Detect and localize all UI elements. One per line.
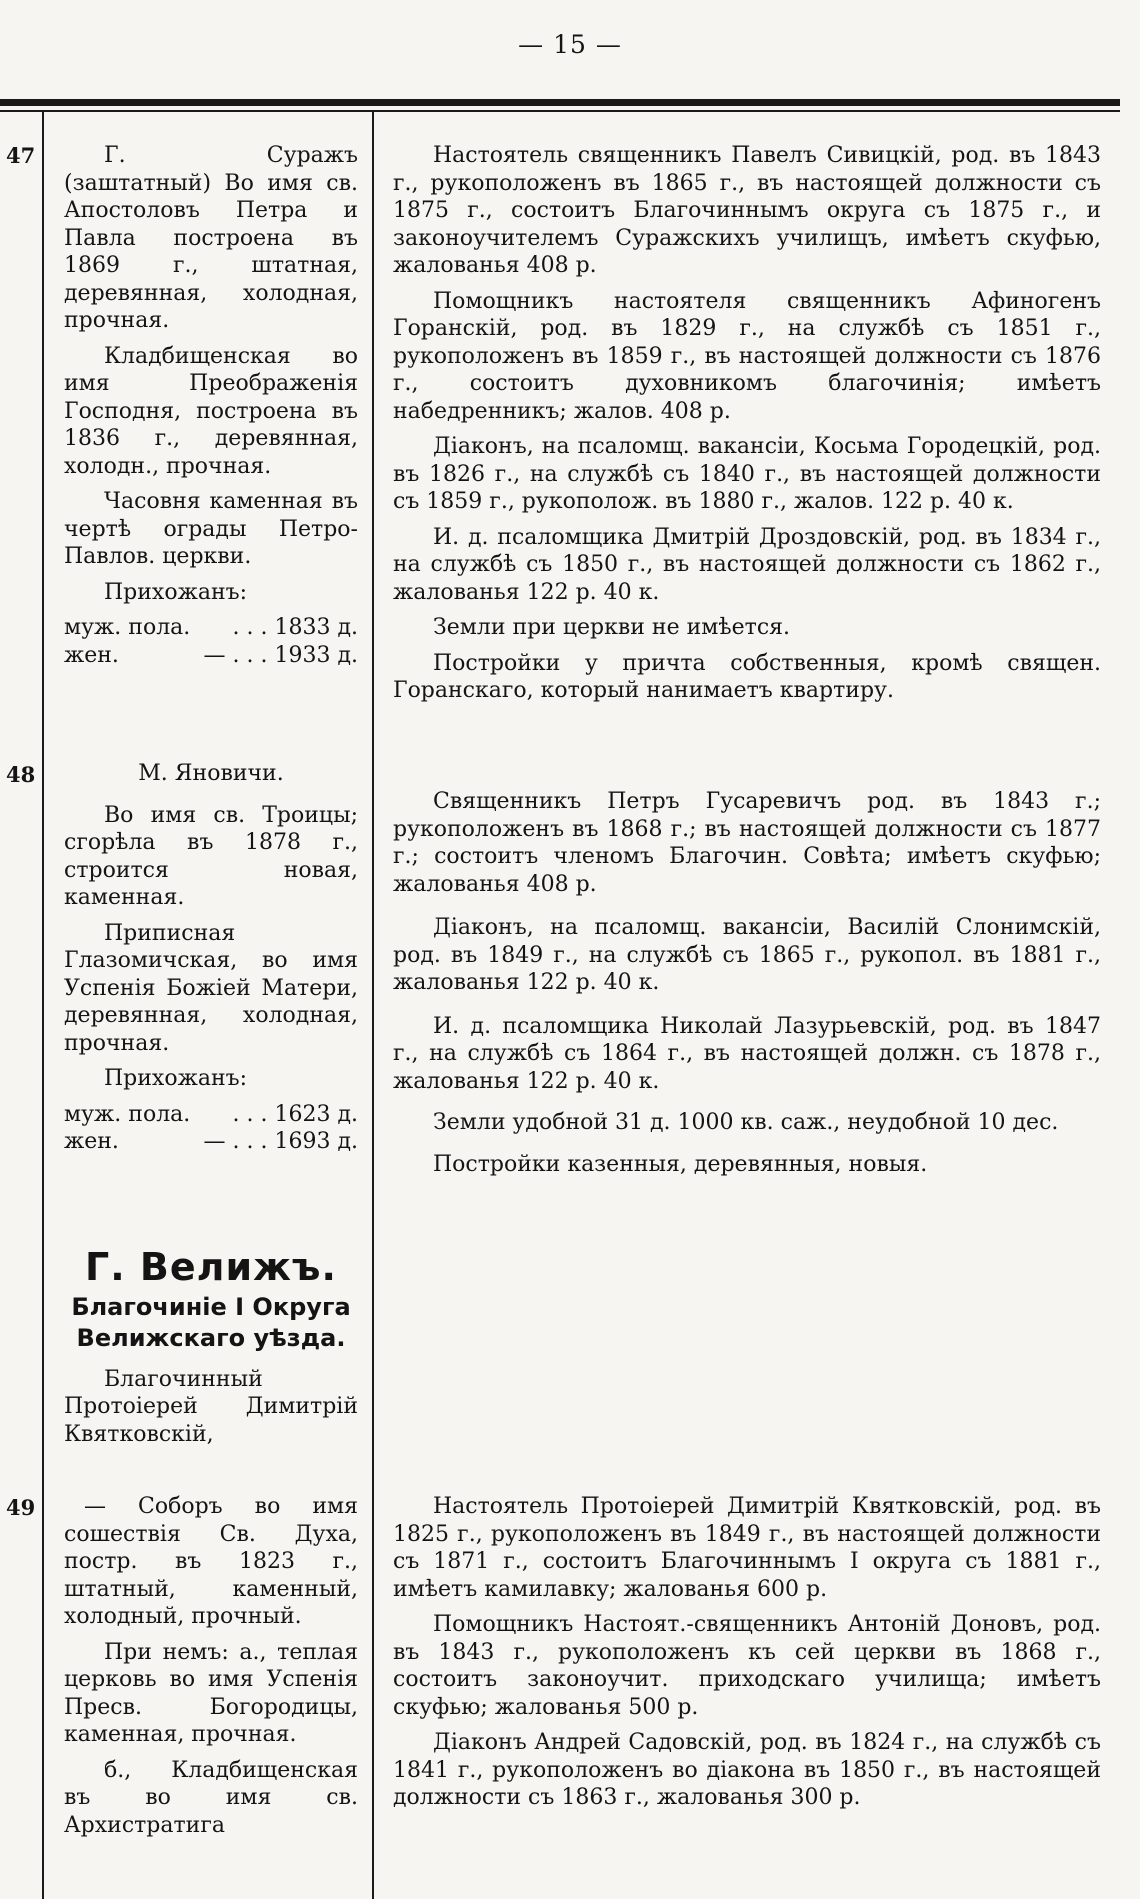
parish-row-female — [64, 1128, 358, 1156]
page-number: — 15 — — [518, 30, 622, 59]
parish-value: . . . 1833 д. — [232, 615, 358, 640]
church-text: Кладбищенская во имя Преображенія Господня, построена въ 1836 г., деревянная, холодн., прочная. — [64, 343, 358, 479]
clergy-text: Настоятель священникъ Павелъ Сивицкій, род. въ 1843 г., рукоположенъ въ 1865 г., въ настоящей должности съ 1875 г., состоитъ Благочиннымъ округа съ 1875 г., и законоучителемъ Суражскихъ училищъ, имѣетъ скуфью, жалованья 408 р. — [393, 143, 1101, 278]
deanery-title-line2: Велижскаго уѣзда. — [76, 1323, 346, 1352]
city-title: Г. Велижъ. — [85, 1245, 337, 1289]
section-heading-velizh — [64, 1245, 358, 1448]
entry-49-clergy — [393, 1493, 1101, 1812]
entry-47-clergy — [393, 142, 1101, 705]
parishioners-heading: Прихожанъ: — [104, 579, 248, 605]
parish-row-male — [64, 614, 358, 642]
clergy-text: Помощникъ настоятеля священникъ Афиногенъ Горанскій, род. въ 1829 г., на службѣ съ 1851 г., рукоположенъ въ 1859 г., въ настоящей должности съ 1876 г., состоитъ духовникомъ благочинія; имѣетъ набедренникъ; жалов. 408 р. — [393, 288, 1101, 424]
parish-value: . . . 1623 д. — [232, 1101, 358, 1127]
clergy-text: Священникъ Петръ Гусаревичъ род. въ 1843 г.; рукоположенъ въ 1868 г.; въ настоящей должности съ 1877 г.; состоитъ членомъ Благочин. Совѣта; имѣетъ скуфью; жалованья 408 р. — [393, 789, 1101, 897]
entry-49-church-description — [64, 1493, 358, 1839]
church-title: М. Яновичи. — [138, 761, 284, 786]
parish-value: — . . . 1933 д. — [203, 642, 358, 668]
church-text: При немъ: а., теплая церковь во имя Успенія Пресв. Богородицы, каменная, прочная. — [64, 1639, 358, 1747]
parish-label: муж. пола. — [64, 615, 191, 640]
entry-number-47: 47 — [6, 143, 36, 168]
parish-label: муж. пола. — [64, 1101, 191, 1127]
column-divider-left — [42, 112, 44, 1899]
clergy-text: Постройки у причта собственныя, кромѣ священ. Горанскаго, который нанимаетъ квартиру. — [393, 650, 1101, 703]
column-divider-right — [372, 112, 374, 1899]
clergy-text: И. д. псаломщика Дмитрій Дроздовскій, род. въ 1834 г., на службѣ съ 1850 г., въ настоящей должности съ 1862 г., жалованья 122 р. 40 к. — [393, 524, 1101, 605]
church-text: Приписная Глазомичская, во имя Успенія Божіей Матери, деревянная, холодная, прочная. — [64, 920, 358, 1056]
parish-row-male — [64, 1101, 358, 1129]
entry-47-church-description — [64, 142, 358, 669]
parish-label: жен. — [64, 1129, 119, 1154]
clergy-text: Земли при церкви не имѣется. — [433, 615, 791, 640]
clergy-text: Постройки казенныя, деревянныя, новыя. — [433, 1151, 928, 1177]
clergy-text: Діаконъ Андрей Садовскій, род. въ 1824 г., на службѣ съ 1841 г., рукоположенъ во діакона въ 1850 г., въ настоящей должности съ 1863 г., жалованья 300 р. — [393, 1730, 1101, 1810]
deanery-title-line1: Благочиніе I Округа — [71, 1292, 351, 1321]
header-rule-thin — [0, 110, 1120, 112]
entry-number-49: 49 — [6, 1495, 36, 1520]
clergy-text: Помощникъ Настоят.-священникъ Антоній Доновъ, род. въ 1843 г., рукоположенъ къ сей церкви въ 1868 г., состоитъ законоучит. приходскаго училища; имѣетъ скуфью; жалованья 500 р. — [393, 1612, 1101, 1720]
parish-label: жен. — [64, 642, 119, 668]
church-text: Г. Суражъ (заштатный) Во имя св. Апостоловъ Петра и Павла построена въ 1869 г., штатная, деревянная, холодная, прочная. — [64, 143, 358, 333]
entry-number-48: 48 — [6, 762, 36, 787]
church-text: б., Кладбищенская въ во имя св. Архистратига — [64, 1757, 358, 1838]
entry-48-church-description — [64, 760, 358, 1156]
clergy-text: И. д. псаломщика Николай Лазурьевскій, род. въ 1847 г., на службѣ съ 1864 г., въ настоящей должн. съ 1878 г., жалованья 122 р. 40 к. — [393, 1013, 1101, 1094]
clergy-text: Діаконъ, на псаломщ. вакансіи, Василій Слонимскій, род. въ 1849 г., на службѣ съ 1865 г., рукопол. въ 1881 г., жалованья 122 р. 40 к. — [393, 915, 1101, 995]
entry-48-clergy — [393, 788, 1101, 1178]
church-text: Часовня каменная въ чертѣ ограды Петро-Павлов. церкви. — [64, 489, 358, 569]
parish-row-female — [64, 642, 358, 670]
dean-name: Благочинный Протоіерей Димитрій Квятковскій, — [64, 1366, 358, 1447]
parish-value: — . . . 1693 д. — [203, 1129, 358, 1154]
church-text: Во имя св. Троицы; сгорѣла въ 1878 г., строится новая, каменная. — [64, 802, 358, 910]
clergy-text: Діаконъ, на псаломщ. вакансіи, Косьма Городецкій, род. въ 1826 г., на службѣ съ 1840 г., въ настоящей должности съ 1859 г., рукополож. въ 1880 г., жалов. 122 р. 40 к. — [393, 434, 1101, 514]
clergy-text: Земли удобной 31 д. 1000 кв. саж., неудобной 10 дес. — [433, 1110, 1059, 1135]
parishioners-heading: Прихожанъ: — [104, 1066, 248, 1091]
header-rule-thick — [0, 99, 1120, 106]
church-text: — Соборъ во имя сошествія Св. Духа, постр. въ 1823 г., штатный, каменный, холодный, прочный. — [64, 1494, 358, 1629]
clergy-text: Настоятель Протоіерей Димитрій Квятковскій, род. въ 1825 г., рукоположенъ въ 1849 г., въ настоящей должности съ 1871 г., состоитъ Благочиннымъ I округа съ 1881 г., имѣетъ камилавку; жалованья 600 р. — [393, 1494, 1101, 1602]
